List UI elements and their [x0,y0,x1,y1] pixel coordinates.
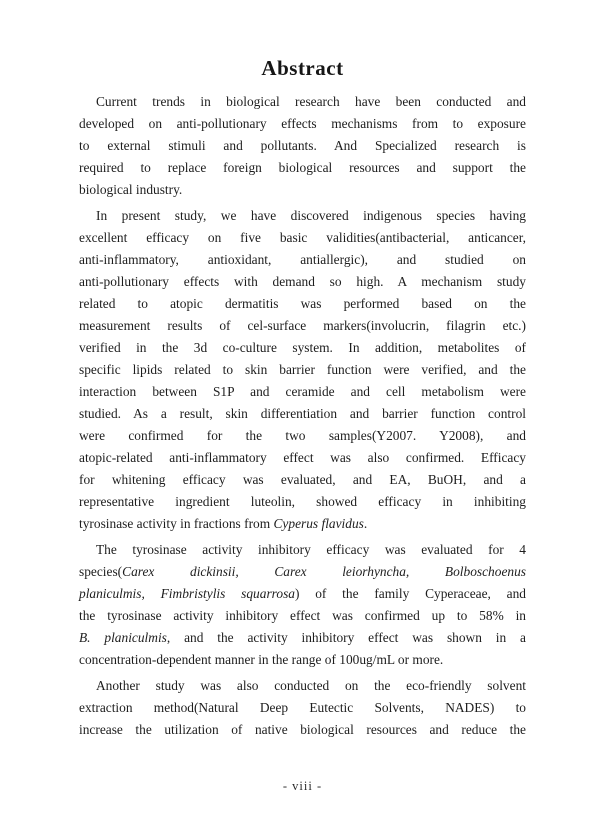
page-title: Abstract [261,56,344,80]
text-line [79,359,526,381]
text-run: extraction method(Natural Deep Eutectic Solvents, NADES) to [79,700,526,715]
text-line [79,491,526,513]
text-run: tyrosinase activity in fractions from [79,516,274,531]
page-number: - viii - [282,779,323,793]
text-line [79,227,526,249]
text-line [79,561,526,583]
text-line [79,447,526,469]
text-line [79,697,526,719]
text-run: specific lipids related to skin barrier function were verified, and the [79,362,526,377]
text-run: representative ingredient luteolin, showed efficacy in inhibiting [79,494,526,509]
text-line [79,293,526,315]
text-line [79,627,526,649]
text-line [79,513,526,535]
text-run: atopic-related anti-inflammatory effect was also confirmed. Efficacy [79,450,526,465]
text-line [79,113,526,135]
paragraph [79,205,526,535]
species-name-italic: B. planiculmis [79,630,167,645]
text-run: were confirmed for the two samples(Y2007. Y2008), and [79,428,526,443]
paragraph [79,91,526,201]
text-run: to external stimuli and pollutants. And Specialized research is [79,138,526,153]
text-run: measurement results of cel-surface markers(involucrin, filagrin etc.) [79,318,526,333]
text-line [79,337,526,359]
text-run: Current trends in biological research have been conducted and [96,94,526,109]
text-run: anti-pollutionary effects with demand so high. A mechanism study [79,274,526,289]
text-line [79,135,526,157]
text-run: verified in the 3d co-culture system. In addition, metabolites of [79,340,526,355]
text-run: Another study was also conducted on the eco-friendly solvent [96,678,526,693]
text-line [79,425,526,447]
text-run: . [363,516,368,531]
text-line [79,675,526,697]
text-line [79,179,526,201]
paragraph [79,539,526,671]
abstract-body [79,91,526,741]
text-run: for whitening efficacy was evaluated, and EA, BuOH, and a [79,472,526,487]
text-line [79,539,526,561]
species-name-italic: Carex dickinsii, Carex leiorhyncha, Bolboschoenus [122,564,526,579]
text-run: the tyrosinase activity inhibitory effect was confirmed up to 58% in [79,608,526,623]
text-line [79,583,526,605]
abstract-content [79,55,526,741]
text-run: biological industry. [79,182,183,197]
text-run: species( [79,564,123,579]
text-line [79,649,526,671]
species-name-italic: planiculmis, Fimbristylis squarrosa [79,586,295,601]
paragraph [79,675,526,741]
text-run: excellent efficacy on five basic validities(antibacterial, anticancer, [79,230,526,245]
text-run: ) of the family Cyperaceae, and [294,586,527,601]
species-name-italic: Cyperus flavidus [273,516,364,531]
text-line [79,403,526,425]
text-run: required to replace foreign biological resources and support the [79,160,526,175]
text-run: studied. As a result, skin differentiation and barrier function control [79,406,526,421]
text-run: interaction between S1P and ceramide and cell metabolism were [79,384,526,399]
text-run: developed on anti-pollutionary effects mechanisms from to exposure [79,116,526,131]
text-line [79,381,526,403]
text-line [79,719,526,741]
text-line [79,271,526,293]
text-run: , and the activity inhibitory effect was shown in a [166,630,526,645]
text-line [79,469,526,491]
text-line [79,205,526,227]
text-run: related to atopic dermatitis was performed based on the [79,296,526,311]
text-run: concentration-dependent manner in the range of 100ug/mL or more. [79,652,444,667]
text-run: The tyrosinase activity inhibitory efficacy was evaluated for 4 [96,542,526,557]
text-line [79,157,526,179]
text-line [79,315,526,337]
text-line [79,605,526,627]
text-run: In present study, we have discovered indigenous species having [96,208,526,223]
text-line [79,249,526,271]
text-line [79,91,526,113]
text-run: anti-inflammatory, antioxidant, antiallergic), and studied on [79,252,526,267]
text-run: increase the utilization of native biological resources and reduce the [79,722,526,737]
